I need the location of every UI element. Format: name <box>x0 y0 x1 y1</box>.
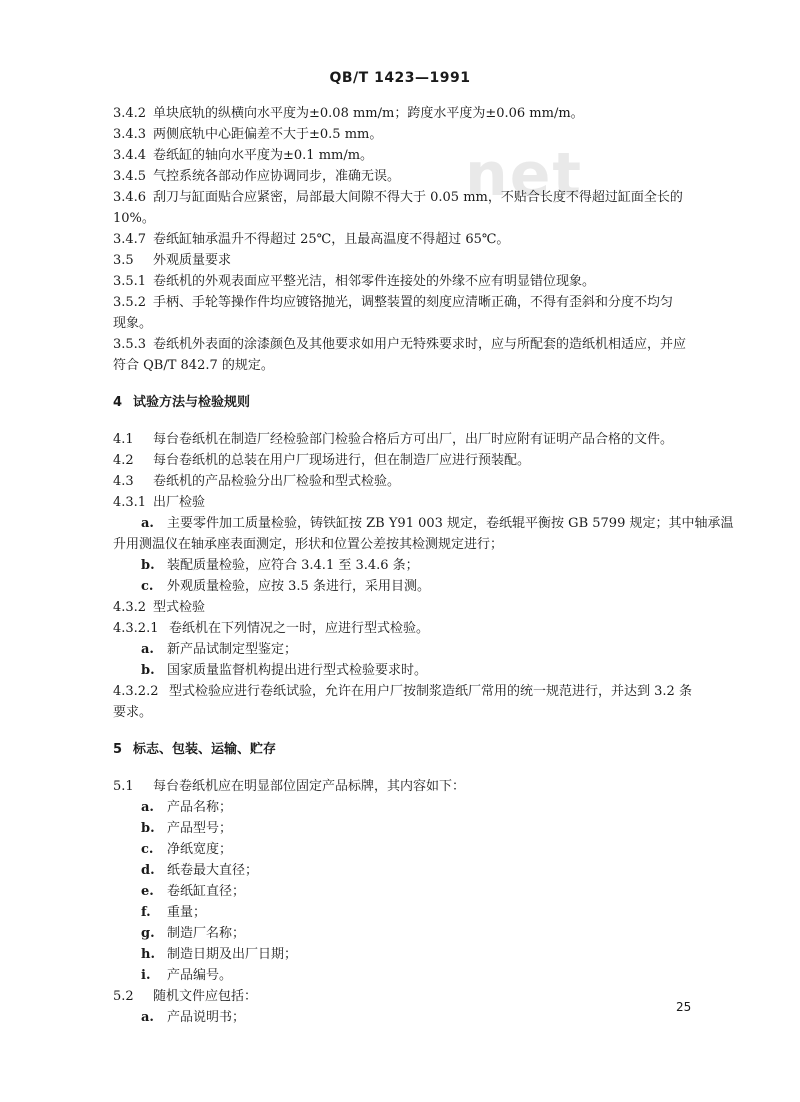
clause <box>113 145 723 166</box>
list-item <box>113 1007 723 1028</box>
clause <box>113 618 723 639</box>
list-label: g. <box>141 926 155 941</box>
list-text: 新产品试制定型鉴定； <box>167 642 298 657</box>
clause-text: 型式检验 <box>153 600 206 615</box>
clause-text: 手柄、手轮等操作件均应镀铬抛光，调整装置的刻度应清晰正确，不得有歪斜和分度不均匀 <box>153 295 674 310</box>
clause <box>113 292 723 313</box>
continuation-line: 符合 QB/T 842.7 的规定。 <box>113 358 274 373</box>
list-item <box>113 797 723 818</box>
clause-text: 卷纸机外表面的涂漆颜色及其他要求如用户无特殊要求时，应与所配套的造纸机相适应，并应 <box>153 337 687 352</box>
list-text: 制造厂名称； <box>167 926 246 941</box>
clause <box>113 187 723 208</box>
clause-number: 3.4.4 <box>113 148 147 163</box>
list-item <box>113 576 723 597</box>
list-item <box>113 860 723 881</box>
clause-number: 3.4.7 <box>113 232 147 247</box>
clause-number: 4.3 <box>113 474 134 489</box>
section-heading <box>113 739 723 760</box>
clause-number: 3.5.3 <box>113 337 147 352</box>
list-text: 产品型号； <box>167 821 233 836</box>
list-item <box>113 555 723 576</box>
list-item <box>113 902 723 923</box>
list-label: a. <box>141 800 154 815</box>
clause-number: 5.1 <box>113 779 134 794</box>
list-label: b. <box>141 663 155 678</box>
section-gap <box>113 413 723 429</box>
clause-number: 3.5 <box>113 253 134 268</box>
list-text: 国家质量监督机构提出进行型式检验要求时。 <box>167 663 428 678</box>
clause-text: 两侧底轨中心距偏差不大于±0.5 mm。 <box>153 127 383 142</box>
clause <box>113 681 723 702</box>
clause-number: 4.1 <box>113 432 134 447</box>
section-gap <box>113 723 723 739</box>
page-number: 25 <box>676 1000 692 1014</box>
clause-text: 随机文件应包括： <box>153 989 258 1004</box>
clause <box>113 334 723 355</box>
section-heading <box>113 392 723 413</box>
list-item <box>113 639 723 660</box>
clause-text: 卷纸机的外观表面应平整光洁，相邻零件连接处的外缘不应有明显错位现象。 <box>153 274 596 289</box>
list-label: b. <box>141 558 155 573</box>
section-gap <box>113 376 723 392</box>
section-number: 4 <box>113 395 123 410</box>
clause-text: 出厂检验 <box>153 495 206 510</box>
list-item <box>113 881 723 902</box>
clause <box>113 250 723 271</box>
clause-text: 卷纸缸轴承温升不得超过 25℃，且最高温度不得超过 65℃。 <box>153 232 510 247</box>
clause-text: 型式检验应进行卷纸试验，允许在用户厂按制浆造纸厂常用的统一规范进行，并达到 3.2 条 <box>169 684 692 699</box>
list-label: c. <box>141 842 154 857</box>
list-label: a. <box>141 642 154 657</box>
list-item <box>113 944 723 965</box>
list-label: i. <box>141 968 151 983</box>
list-text: 产品名称； <box>167 800 233 815</box>
clause-text: 单块底轨的纵横向水平度为±0.08 mm/m；跨度水平度为±0.06 mm/m。 <box>153 106 584 121</box>
clause-number: 4.3.2 <box>113 600 147 615</box>
clause <box>113 271 723 292</box>
list-text: 制造日期及出厂日期； <box>167 947 298 962</box>
clause-number: 4.2 <box>113 453 134 468</box>
continuation-line: 要求。 <box>113 705 153 720</box>
list-text: 重量； <box>167 905 207 920</box>
list-text: 纸卷最大直径； <box>167 863 259 878</box>
list-label: a. <box>141 516 154 531</box>
clause-text: 气控系统各部动作应协调同步，准确无误。 <box>153 169 401 184</box>
continuation-line: 10%。 <box>113 211 155 226</box>
clause <box>113 166 723 187</box>
list-label: c. <box>141 579 154 594</box>
list-item <box>113 660 723 681</box>
continuation-line: 升用测温仪在轴承座表面测定，形状和位置公差按其检测规定进行； <box>113 537 504 552</box>
watermark: net <box>465 140 584 210</box>
list-item <box>113 818 723 839</box>
clause-number: 4.3.2.2 <box>113 684 159 699</box>
list-text: 净纸宽度； <box>167 842 233 857</box>
clause-text: 刮刀与缸面贴合应紧密，局部最大间隙不得大于 0.05 mm，不贴合长度不得超过缸面全长的 <box>153 190 683 205</box>
continuation-line: 现象。 <box>113 316 153 331</box>
list-text: 装配质量检验，应符合 3.4.1 至 3.4.6 条； <box>167 558 419 573</box>
clause-text: 每台卷纸机在制造厂经检验部门检验合格后方可出厂，出厂时应附有证明产品合格的文件。 <box>153 432 674 447</box>
document-body <box>113 103 734 1028</box>
clause <box>113 776 723 797</box>
clause-text: 卷纸缸的轴向水平度为±0.1 mm/m。 <box>153 148 374 163</box>
list-text: 产品编号。 <box>167 968 233 983</box>
clause <box>113 492 723 513</box>
section-title: 试验方法与检验规则 <box>133 395 251 410</box>
list-label: e. <box>141 884 154 899</box>
list-label: d. <box>141 863 155 878</box>
section-number: 5 <box>113 742 123 757</box>
clause-text: 外观质量要求 <box>153 253 232 268</box>
clause <box>113 124 723 145</box>
list-label: a. <box>141 1010 154 1025</box>
section-title: 标志、包装、运输、贮存 <box>133 742 277 757</box>
list-item <box>113 513 734 534</box>
clause-number: 3.5.2 <box>113 295 147 310</box>
list-item <box>113 965 723 986</box>
clause <box>113 229 723 250</box>
section-gap <box>113 760 723 776</box>
clause-text: 每台卷纸机的总装在用户厂现场进行，但在制造厂应进行预装配。 <box>153 453 531 468</box>
list-text: 外观质量检验，应按 3.5 条进行，采用目测。 <box>167 579 430 594</box>
clause <box>113 986 723 1007</box>
clause-text: 卷纸机的产品检验分出厂检验和型式检验。 <box>153 474 401 489</box>
list-label: h. <box>141 947 155 962</box>
list-label: f. <box>141 905 151 920</box>
clause-number: 3.4.3 <box>113 127 147 142</box>
clause <box>113 471 723 492</box>
list-label: b. <box>141 821 155 836</box>
clause <box>113 429 723 450</box>
clause <box>113 597 723 618</box>
clause-number: 3.5.1 <box>113 274 147 289</box>
clause <box>113 103 723 124</box>
list-text: 卷纸缸直径； <box>167 884 246 899</box>
list-item <box>113 923 723 944</box>
clause-number: 3.4.5 <box>113 169 147 184</box>
standard-code-header: QB/T 1423—1991 <box>329 70 471 86</box>
clause-number: 4.3.2.1 <box>113 621 159 636</box>
clause-number: 3.4.2 <box>113 106 147 121</box>
clause-text: 每台卷纸机应在明显部位固定产品标牌，其内容如下： <box>153 779 466 794</box>
clause-number: 4.3.1 <box>113 495 147 510</box>
clause-text: 卷纸机在下列情况之一时，应进行型式检验。 <box>169 621 430 636</box>
clause-number: 3.4.6 <box>113 190 147 205</box>
list-text: 主要零件加工质量检验，铸铁缸按 ZB Y91 003 规定，卷纸辊平衡按 GB 5799 规定；其中轴承温 <box>167 516 734 531</box>
list-text: 产品说明书； <box>167 1010 246 1025</box>
clause-number: 5.2 <box>113 989 134 1004</box>
clause <box>113 450 723 471</box>
list-item <box>113 839 723 860</box>
